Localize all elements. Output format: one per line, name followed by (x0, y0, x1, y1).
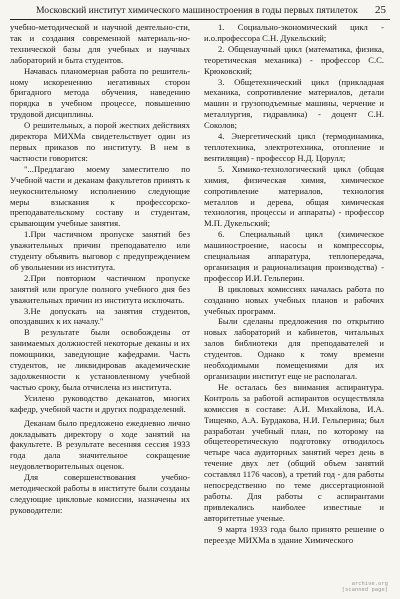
paragraph: учебно-методической и научной деятельно-сти, так и создания современной материаль-но-технической базы для учебных и научных лабораторий и быта студентов. (10, 22, 190, 65)
watermark-line: archive.org (351, 581, 388, 587)
paragraph: 3.Не допускать на занятия студентов, опоздавших к их началу." (10, 305, 190, 327)
paragraph: 9 марта 1933 года было принято решение о переезде МИХМа в здание Химического (204, 523, 384, 545)
paragraph: Начавась планомерная работа по решитель-ному искоренению негативных сторон бригадного метода обучения, наведению порядка в учебном процессе, повышению трудовой дисциплины. (10, 65, 190, 120)
paragraph: В цикловых комиссиях началась работа по созданию новых учебных планов и рабочих учебных программ. (204, 283, 384, 316)
page-number: 25 (375, 4, 386, 16)
paragraph: 2.При повторном частичном пропуске занятий или прогуле полного учебного дня без уважительных причин из института исключать. (10, 272, 190, 305)
list-item: 4. Энергетический цикл (термодинамика, теплотехника, электротехника, отопление и вентиляция) - профессор Н.Д. Цорулл; (204, 131, 384, 163)
paragraph: 1.При частичном пропуске занятий без уважительных причин преподавателю или студенту объявить выговор с предупреждением об увольнении из института. (10, 229, 190, 272)
list-item: 5. Химико-технологический цикл (общая химия, физическая химия, химическое сопротивление материалов, технология металлов и дерева, общая химическая технология, процессы и аппараты) - профессор М.П. Дукельский; (204, 163, 384, 229)
scan-watermark (342, 581, 388, 593)
paragraph: О решительных, а порой жестких действиях директора МИХМа свидетельствует один из первых приказов по институту. В нем в частности говорится: (10, 120, 190, 163)
running-title: Московский институт химического машиностроения в годы первых пятилеток (36, 5, 358, 16)
paragraph: Деканам было предложено ежедневно лично докладывать директору о ходе занятий на факультете. В результате весенняя сессия 1933 года дала значительное сокращение неудовлетворительных оценок. (10, 417, 190, 472)
paragraph: "...Предлагаю моему заместителю по Учебной части и деканам факультетов принять к неукоснительному исполнению следующие меры взыскания к профессорско-преподавательскому составу и студентам, срывающим учебные занятия. (10, 163, 190, 229)
list-item: 3. Общетехнический цикл (прикладная механика, сопротивление материалов, детали машин и грузоподъемные машины, черчение и металлургия, гидравлика) - доцент С.Н. Соколов; (204, 76, 384, 131)
paragraph: Были сделаны предложения по открытию новых лабораторий и кабинетов, читальных залов библиотеки для преподавателей и студентов. Однако к тому времени необходимыми помещениями для их организации институт еще не располагал. (204, 316, 384, 381)
left-column (10, 22, 190, 516)
list-item: 6. Специальный цикл (химическое машиностроение, насосы и компрессоры, специальная аппаратура, теплопередача, организация и рационализация производства) - профессор И.И. Гельперин. (204, 229, 384, 283)
list-item: 2. Общенаучный цикл (математика, физика, теоретическая механика) - профессор С.С. Крюковский; (204, 43, 384, 76)
paragraph: Не осталась без внимания аспирантура. Контроль за работой аспирантов осуществляла комиссия в составе: А.И. Михайлова, И.А. Тищенко, А.А. Бурдакова, Н.И. Гельперина; был разработан учебный план, по которому на общетеоретическую подготовку отводилось четыре часа аудиторных занятий через день в течение двух лет (общий объем занятий составлял 1176 часов), а третий год - для работы непосредственно по теме диссертационной работы. Для работы с аспирантами привлекались наиболее известные и авторитетные ученые. (204, 381, 384, 523)
list-item: 1. Социально-экономический цикл - и.о.профессора С.Н. Дукельский; (204, 22, 384, 43)
paragraph: Для совершенствования учебно-методической работы в институте были созданы следующие цикловые комиссии, назначены их руководители: (10, 472, 190, 515)
right-column (204, 22, 384, 546)
paragraph: В результате были освобождены от занимаемых должностей некоторые деканы и их помощники, заведующие кафедрами. Часть студентов, не ликвидировав академические задолженности к установленному учебной частью сроку, была отчислена из института. (10, 327, 190, 392)
paragraph: Усилено руководство деканатов, многих кафедр, учебной части и других подразделений. (10, 392, 190, 414)
running-header (10, 3, 390, 20)
watermark-line: [scanned page] (341, 587, 388, 593)
